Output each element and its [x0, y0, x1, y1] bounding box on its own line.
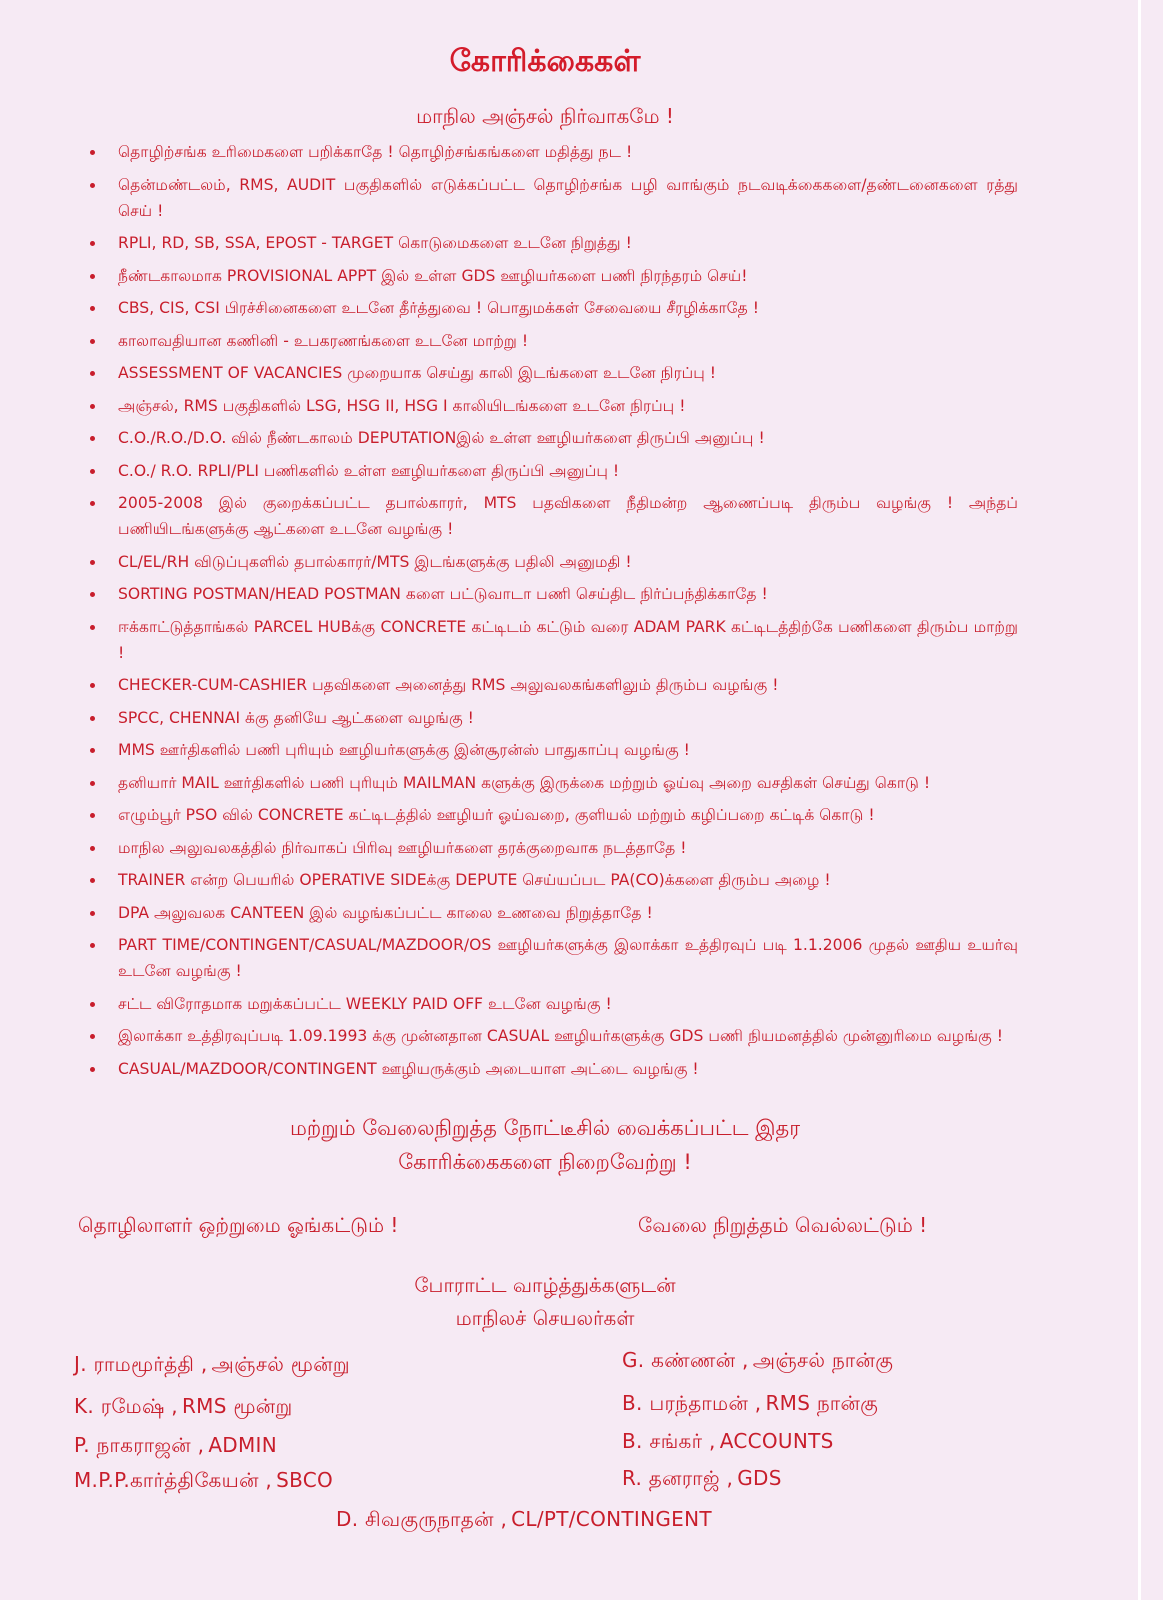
- closing-line: கோரிக்கைகளை நிறைவேற்று !: [398, 1150, 692, 1174]
- secretary-name: R. தனராஜ் ,: [622, 1466, 734, 1490]
- demand-item: சட்ட விரோதமாக மறுக்கப்பட்ட WEEKLY PAID OFF உடனே வழங்கு !: [118, 991, 1018, 1017]
- slogan-left: தொழிலாளர் ஒற்றுமை ஓங்கட்டும் !: [78, 1213, 399, 1237]
- demand-item: மாநில அலுவலகத்தில் நிர்வாகப் பிரிவு ஊழியர்களை தரக்குறைவாக நடத்தாதே !: [118, 835, 1018, 861]
- closing-line: மற்றும் வேலைநிறுத்த நோட்டீசில் வைக்கப்பட்ட இதர: [289, 1116, 801, 1140]
- demand-item: தனியார் MAIL ஊர்திகளில் பணி புரியும் MAILMAN களுக்கு இருக்கை மற்றும் ஓய்வு அறை வசதிகள் செய்து கொடு !: [118, 770, 1018, 796]
- demand-list: [118, 139, 1018, 1088]
- secretary-role: ACCOUNTS: [719, 1429, 834, 1453]
- secretary-name: J. ராமமூர்த்தி ,: [74, 1352, 208, 1376]
- demand-item: ஈக்காட்டுத்தாங்கல் PARCEL HUBக்கு CONCRETE கட்டிடம் கட்டும் வரை ADAM PARK கட்டிடத்திற்கே பணிகளை திரும்ப மாற்று !: [118, 614, 1018, 666]
- demand-item: அஞ்சல், RMS பகுதிகளில் LSG, HSG II, HSG I காலியிடங்களை உடனே நிரப்பு !: [118, 393, 1018, 419]
- demand-item: C.O./ R.O. RPLI/PLI பணிகளில் உள்ள ஊழியர்களை திருப்பி அனுப்பு !: [118, 458, 1018, 484]
- secretary-role: GDS: [737, 1466, 782, 1490]
- secretary-role: அஞ்சல் மூன்று: [211, 1352, 350, 1376]
- demand-item: எழும்பூர் PSO வில் CONCRETE கட்டிடத்தில் ஊழியர் ஓய்வறை, குளியல் மற்றும் கழிப்பறை கட்டிக் கொடு !: [118, 802, 1018, 828]
- slogan-right: வேலை நிறுத்தம் வெல்லட்டும் !: [638, 1213, 928, 1237]
- secretary-role: SBCO: [276, 1468, 334, 1492]
- secretary-role: RMS நான்கு: [765, 1391, 879, 1415]
- demand-item: நீண்டகாலமாக PROVISIONAL APPT இல் உள்ள GDS ஊழியர்களை பணி நிரந்தரம் செய்!: [118, 263, 1018, 289]
- secretary-name: B. பரந்தாமன் ,: [622, 1391, 762, 1415]
- secretary-entry: [622, 1466, 782, 1493]
- demand-item: SORTING POSTMAN/HEAD POSTMAN களை பட்டுவாடா பணி செய்திட நிர்ப்பந்திக்காதே !: [118, 581, 1018, 607]
- secretary-entry: [74, 1468, 333, 1495]
- page-subtitle: மாநில அஞ்சல் நிர்வாகமே !: [416, 104, 674, 128]
- secretary-name: B. சங்கர் ,: [622, 1429, 716, 1453]
- demand-item: 2005-2008 இல் குறைக்கப்பட்ட தபால்காரர், MTS பதவிகளை நீதிமன்ற ஆணைப்படி திரும்ப வழங்கு ! அந்தப் பணியிடங்களுக்கு ஆட்களை உடனே வழங்கு !: [118, 490, 1018, 542]
- demand-item: C.O./R.O./D.O. வில் நீண்டகாலம் DEPUTATIONஇல் உள்ள ஊழியர்களை திருப்பி அனுப்பு !: [118, 425, 1018, 451]
- secretary-entry: [74, 1352, 350, 1379]
- demand-item: இலாக்கா உத்திரவுப்படி 1.09.1993 க்கு முன்னதான CASUAL ஊழியர்களுக்கு GDS பணி நியமனத்தில் முன்னுரிமை வழங்கு !: [118, 1023, 1018, 1049]
- secretary-entry: [622, 1348, 893, 1375]
- demand-item: காலாவதியான கணினி - உபகரணங்களை உடனே மாற்று !: [118, 328, 1018, 354]
- demand-item: RPLI, RD, SB, SSA, EPOST - TARGET கொடுமைகளை உடனே நிறுத்து !: [118, 230, 1018, 256]
- secretary-role: RMS மூன்று: [181, 1394, 293, 1418]
- demand-item: MMS ஊர்திகளில் பணி புரியும் ஊழியர்களுக்கு இன்சூரன்ஸ் பாதுகாப்பு வழங்கு !: [118, 737, 1018, 763]
- signoff-greeting: போராட்ட வாழ்த்துக்களுடன்: [414, 1273, 676, 1297]
- secretary-entry: [74, 1394, 293, 1421]
- secretary-name: G. கண்ணன் ,: [622, 1348, 749, 1372]
- demand-item: SPCC, CHENNAI க்கு தனியே ஆட்களை வழங்கு !: [118, 705, 1018, 731]
- secretary-name: P. நாகராஜன் ,: [74, 1433, 205, 1457]
- secretary-entry: [622, 1391, 878, 1418]
- secretary-name: M.P.P.கார்த்திகேயன் ,: [74, 1468, 273, 1492]
- demand-item: DPA அலுவலக CANTEEN இல் வழங்கப்பட்ட காலை உணவை நிறுத்தாதே !: [118, 900, 1018, 926]
- secretary-entry: [622, 1429, 834, 1456]
- secretary-role: CL/PT/CONTINGENT: [511, 1507, 712, 1531]
- demand-item: TRAINER என்ற பெயரில் OPERATIVE SIDEக்கு DEPUTE செய்யப்பட PA(CO)க்களை திரும்ப அழை !: [118, 867, 1018, 893]
- demand-item: தென்மண்டலம், RMS, AUDIT பகுதிகளில் எடுக்கப்பட்ட தொழிற்சங்க பழி வாங்கும் நடவடிக்கைகளை/தண்டனைகளை ரத்து செய் !: [118, 172, 1018, 224]
- signoff-title: மாநிலச் செயலர்கள்: [455, 1306, 635, 1330]
- secretary-name: D. சிவகுருநாதன் ,: [336, 1507, 508, 1531]
- secretary-entry: [336, 1507, 712, 1534]
- demand-item: CBS, CIS, CSI பிரச்சினைகளை உடனே தீர்த்துவை ! பொதுமக்கள் சேவையை சீரழிக்காதே !: [118, 295, 1018, 321]
- page-title: கோரிக்கைகள்: [449, 44, 641, 79]
- demand-item: தொழிற்சங்க உரிமைகளை பறிக்காதே ! தொழிற்சங்கங்களை மதித்து நட !: [118, 139, 1018, 165]
- demand-item: CHECKER-CUM-CASHIER பதவிகளை அனைத்து RMS அலுவலகங்களிலும் திரும்ப வழங்கு !: [118, 672, 1018, 698]
- secretary-name: K. ரமேஷ் ,: [74, 1394, 178, 1418]
- secretary-entry: [74, 1433, 277, 1460]
- secretary-role: அஞ்சல் நான்கு: [752, 1348, 894, 1372]
- secretary-role: ADMIN: [208, 1433, 278, 1457]
- page-edge: [1138, 0, 1141, 1600]
- demand-item: PART TIME/CONTINGENT/CASUAL/MAZDOOR/OS ஊழியர்களுக்கு இலாக்கா உத்திரவுப் படி 1.1.2006 முதல் ஊதிய உயர்வு உடனே வழங்கு !: [118, 932, 1018, 984]
- demand-item: CL/EL/RH விடுப்புகளில் தபால்காரர்/MTS இடங்களுக்கு பதிலி அனுமதி !: [118, 549, 1018, 575]
- demand-item: ASSESSMENT OF VACANCIES முறையாக செய்து காலி இடங்களை உடனே நிரப்பு !: [118, 360, 1018, 386]
- demand-item: CASUAL/MAZDOOR/CONTINGENT ஊழியருக்கும் அடையாள அட்டை வழங்கு !: [118, 1056, 1018, 1082]
